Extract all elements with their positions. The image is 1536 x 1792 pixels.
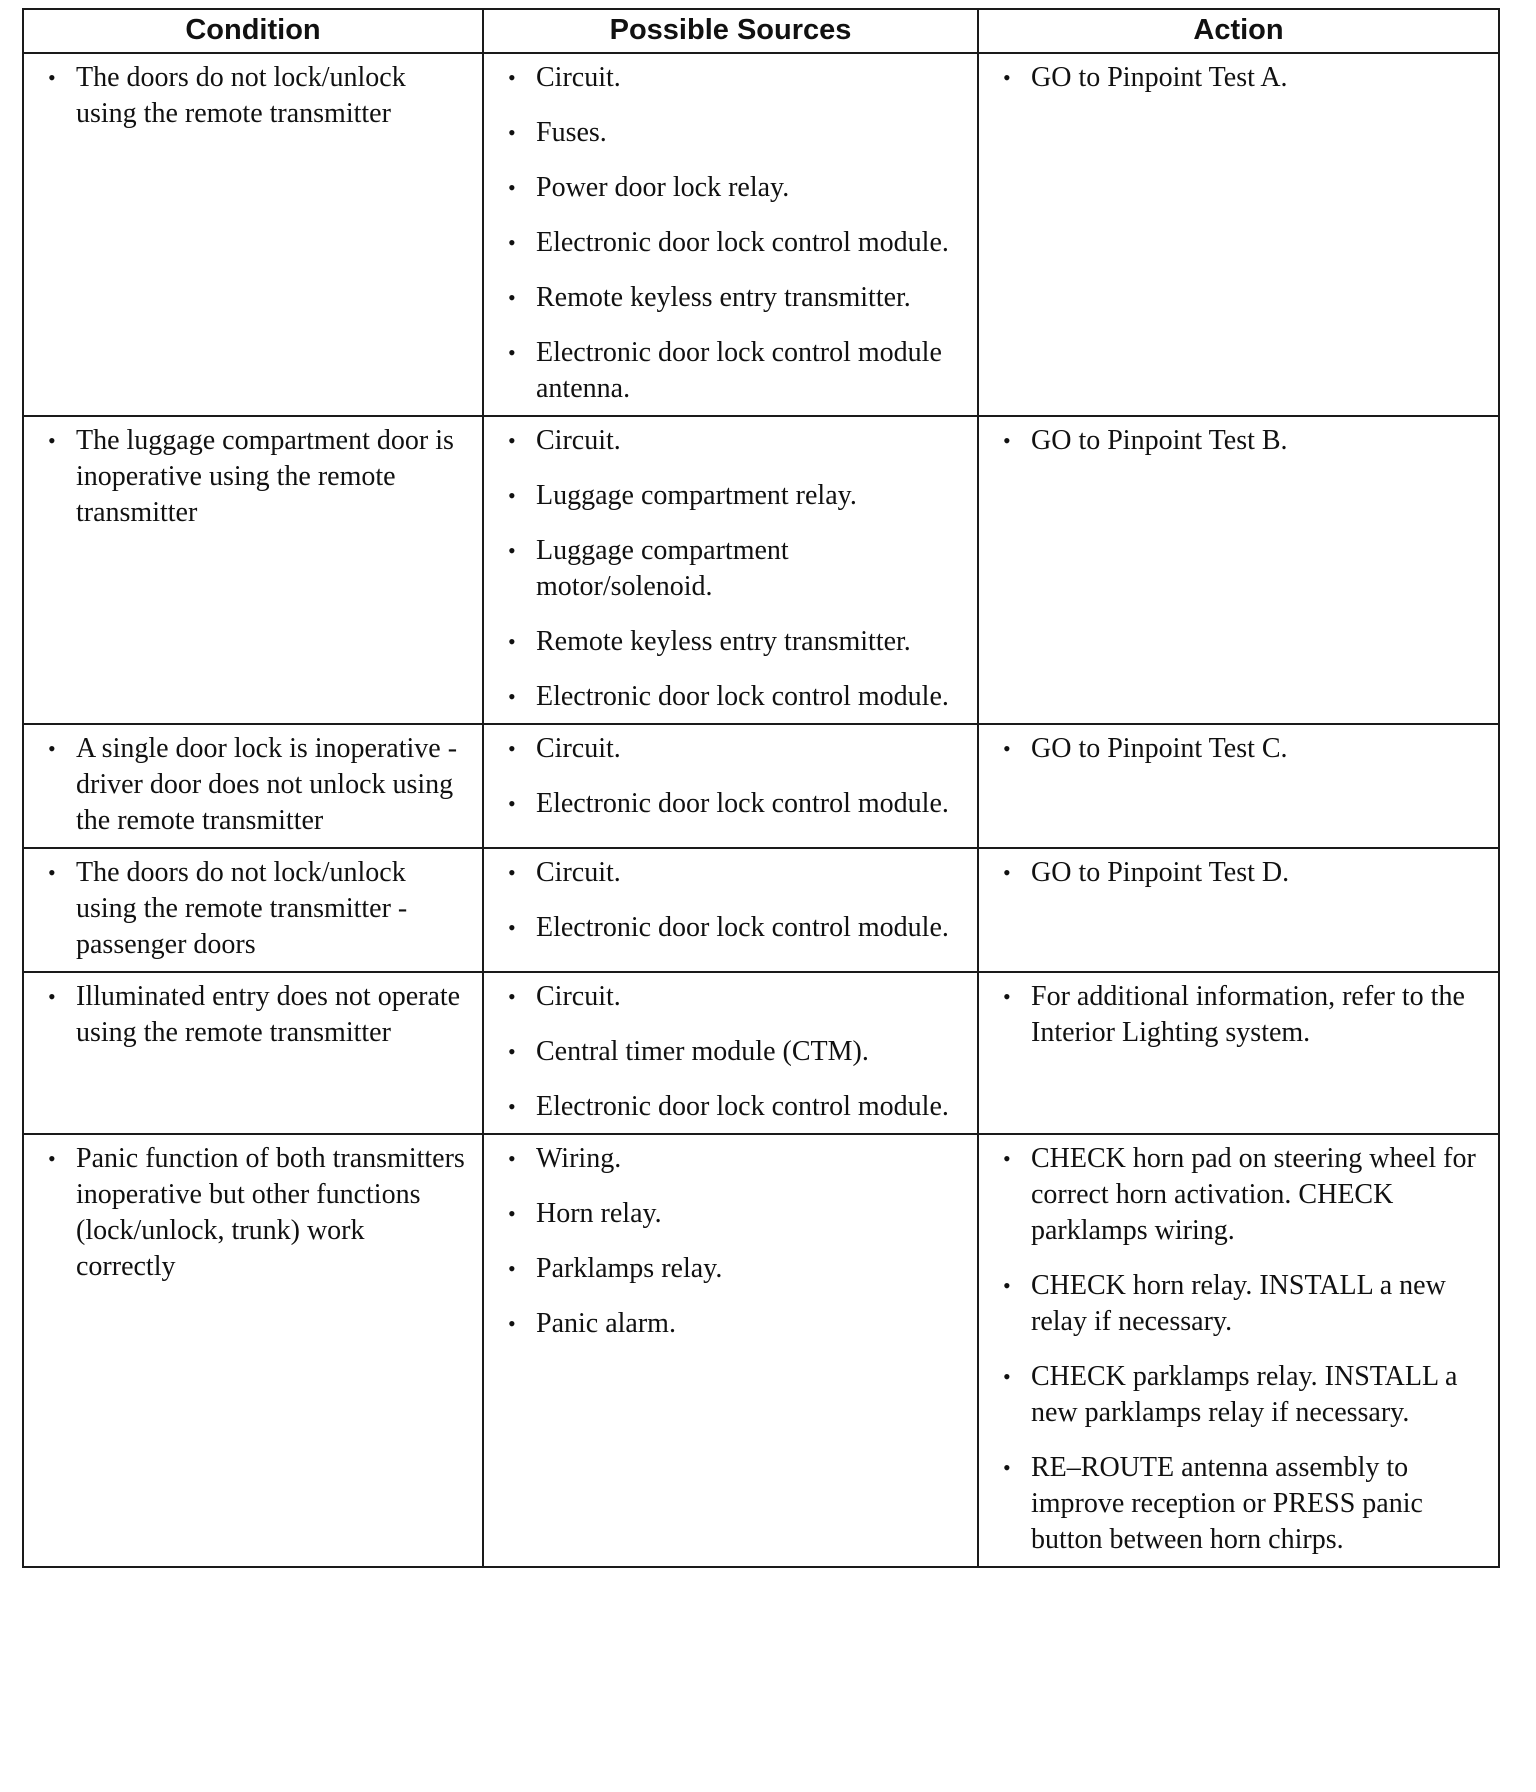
source-item [498, 170, 963, 206]
source-item [498, 1306, 963, 1342]
header-row [23, 9, 1499, 53]
condition-cell [23, 1134, 483, 1567]
source-item [498, 979, 963, 1015]
bullet-icon: • [508, 428, 516, 453]
condition-item [38, 60, 468, 132]
condition-item [38, 855, 468, 963]
source-item-text: Electronic door lock control module. [536, 681, 949, 712]
sources-cell-list [498, 855, 963, 946]
source-item-text: Circuit. [536, 62, 621, 93]
bullet-icon: • [48, 984, 56, 1009]
source-item [498, 1034, 963, 1070]
action-cell [978, 1134, 1499, 1567]
action-item-text: CHECK parklamps relay. INSTALL a new parklamps relay if necessary. [1031, 1361, 1458, 1428]
bullet-icon: • [508, 340, 516, 365]
condition-list [38, 979, 468, 1051]
header-possible-sources: Possible Sources [483, 9, 978, 53]
source-item [498, 115, 963, 151]
bullet-icon: • [1003, 1146, 1011, 1171]
action-cell [978, 724, 1499, 848]
source-item [498, 225, 963, 261]
action-item-text: CHECK horn pad on steering wheel for correct horn activation. CHECK parklamps wiring. [1031, 1143, 1476, 1246]
action-item-text: GO to Pinpoint Test A. [1031, 62, 1288, 93]
source-item-text: Circuit. [536, 857, 621, 888]
bullet-icon: • [508, 230, 516, 255]
condition-list [38, 855, 468, 963]
source-item [498, 60, 963, 96]
condition-text: The luggage compartment door is inoperative using the remote transmitter [76, 425, 454, 528]
bullet-icon: • [508, 1039, 516, 1064]
condition-text: Illuminated entry does not operate using the remote transmitter [76, 981, 461, 1048]
source-item-text: Electronic door lock control module. [536, 912, 949, 943]
bullet-icon: • [508, 1201, 516, 1226]
bullet-icon: • [508, 860, 516, 885]
sources-cell [483, 972, 978, 1134]
action-item [993, 1268, 1484, 1340]
action-item [993, 979, 1484, 1051]
condition-text: Panic function of both transmitters inoperative but other functions (lock/unlock, trunk) work correctly [76, 1143, 465, 1282]
sources-cell [483, 416, 978, 724]
bullet-icon: • [508, 736, 516, 761]
source-item [498, 1089, 963, 1125]
action-item [993, 1141, 1484, 1249]
source-item-text: Remote keyless entry transmitter. [536, 282, 911, 313]
condition-item [38, 979, 468, 1051]
source-item-text: Electronic door lock control module. [536, 227, 949, 258]
bullet-icon: • [508, 285, 516, 310]
sources-cell [483, 724, 978, 848]
condition-text: The doors do not lock/unlock using the remote transmitter [76, 62, 406, 129]
source-item [498, 423, 963, 459]
bullet-icon: • [508, 915, 516, 940]
source-item [498, 910, 963, 946]
action-item-text: For additional information, refer to the Interior Lighting system. [1031, 981, 1465, 1048]
action-cell [978, 53, 1499, 416]
source-item-text: Luggage compartment relay. [536, 480, 857, 511]
header-action: Action [978, 9, 1499, 53]
source-item [498, 335, 963, 407]
bullet-icon: • [508, 984, 516, 1009]
source-item [498, 280, 963, 316]
bullet-icon: • [1003, 1364, 1011, 1389]
bullet-icon: • [1003, 1455, 1011, 1480]
sources-cell-list [498, 1141, 963, 1342]
condition-cell [23, 724, 483, 848]
source-item-text: Central timer module (CTM). [536, 1036, 869, 1067]
header-condition: Condition [23, 9, 483, 53]
action-item-text: CHECK horn relay. INSTALL a new relay if necessary. [1031, 1270, 1446, 1337]
source-item [498, 731, 963, 767]
condition-list [38, 60, 468, 132]
sources-cell-list [498, 979, 963, 1125]
bullet-icon: • [508, 1094, 516, 1119]
bullet-icon: • [508, 791, 516, 816]
bullet-icon: • [1003, 984, 1011, 1009]
condition-item [38, 423, 468, 531]
action-cell [978, 848, 1499, 972]
sources-cell-list [498, 423, 963, 715]
action-item [993, 60, 1484, 96]
source-item [498, 478, 963, 514]
table-header [23, 9, 1499, 53]
bullet-icon: • [508, 1146, 516, 1171]
source-item-text: Remote keyless entry transmitter. [536, 626, 911, 657]
source-item [498, 533, 963, 605]
sources-cell-list [498, 731, 963, 822]
diagnosis-table [22, 8, 1500, 1568]
condition-list [38, 423, 468, 531]
source-item-text: Electronic door lock control module. [536, 788, 949, 819]
source-item-text: Electronic door lock control module. [536, 1091, 949, 1122]
action-cell-list [993, 855, 1484, 891]
bullet-icon: • [1003, 65, 1011, 90]
bullet-icon: • [48, 428, 56, 453]
bullet-icon: • [508, 1311, 516, 1336]
action-item-text: RE–ROUTE antenna assembly to improve reception or PRESS panic button between horn chirps. [1031, 1452, 1423, 1555]
bullet-icon: • [1003, 860, 1011, 885]
source-item [498, 1251, 963, 1287]
action-item [993, 731, 1484, 767]
sources-cell [483, 53, 978, 416]
table-row [23, 53, 1499, 416]
source-item [498, 624, 963, 660]
condition-cell [23, 972, 483, 1134]
condition-list [38, 1141, 468, 1285]
bullet-icon: • [48, 65, 56, 90]
bullet-icon: • [508, 175, 516, 200]
source-item-text: Horn relay. [536, 1198, 662, 1229]
condition-text: The doors do not lock/unlock using the remote transmitter - passenger doors [76, 857, 408, 960]
condition-item [38, 731, 468, 839]
condition-cell [23, 53, 483, 416]
bullet-icon: • [1003, 428, 1011, 453]
table-row [23, 724, 1499, 848]
action-item-text: GO to Pinpoint Test B. [1031, 425, 1288, 456]
action-item [993, 1359, 1484, 1431]
bullet-icon: • [508, 120, 516, 145]
bullet-icon: • [48, 860, 56, 885]
action-cell-list [993, 1141, 1484, 1558]
bullet-icon: • [1003, 736, 1011, 761]
condition-text: A single door lock is inoperative - driver door does not unlock using the remote transmitter [76, 733, 458, 836]
source-item-text: Luggage compartment motor/solenoid. [536, 535, 789, 602]
bullet-icon: • [1003, 1273, 1011, 1298]
bullet-icon: • [508, 1256, 516, 1281]
source-item [498, 786, 963, 822]
source-item [498, 1141, 963, 1177]
condition-cell [23, 848, 483, 972]
condition-item [38, 1141, 468, 1285]
table-row [23, 972, 1499, 1134]
source-item-text: Circuit. [536, 425, 621, 456]
source-item-text: Power door lock relay. [536, 172, 790, 203]
source-item [498, 855, 963, 891]
source-item [498, 679, 963, 715]
action-cell-list [993, 60, 1484, 96]
bullet-icon: • [508, 483, 516, 508]
action-item-text: GO to Pinpoint Test C. [1031, 733, 1288, 764]
table-body [23, 53, 1499, 1567]
condition-list [38, 731, 468, 839]
source-item [498, 1196, 963, 1232]
action-item-text: GO to Pinpoint Test D. [1031, 857, 1290, 888]
source-item-text: Electronic door lock control module antenna. [536, 337, 942, 404]
bullet-icon: • [508, 538, 516, 563]
source-item-text: Circuit. [536, 733, 621, 764]
bullet-icon: • [48, 1146, 56, 1171]
action-cell-list [993, 731, 1484, 767]
condition-cell [23, 416, 483, 724]
bullet-icon: • [508, 65, 516, 90]
table-row [23, 416, 1499, 724]
source-item-text: Wiring. [536, 1143, 622, 1174]
action-item [993, 1450, 1484, 1558]
bullet-icon: • [48, 736, 56, 761]
source-item-text: Parklamps relay. [536, 1253, 723, 1284]
action-cell [978, 972, 1499, 1134]
bullet-icon: • [508, 629, 516, 654]
action-cell-list [993, 423, 1484, 459]
table-row [23, 848, 1499, 972]
source-item-text: Circuit. [536, 981, 621, 1012]
action-cell-list [993, 979, 1484, 1051]
sources-cell-list [498, 60, 963, 407]
sources-cell [483, 1134, 978, 1567]
table-row [23, 1134, 1499, 1567]
action-item [993, 423, 1484, 459]
action-cell [978, 416, 1499, 724]
action-item [993, 855, 1484, 891]
bullet-icon: • [508, 684, 516, 709]
source-item-text: Panic alarm. [536, 1308, 676, 1339]
sources-cell [483, 848, 978, 972]
source-item-text: Fuses. [536, 117, 607, 148]
